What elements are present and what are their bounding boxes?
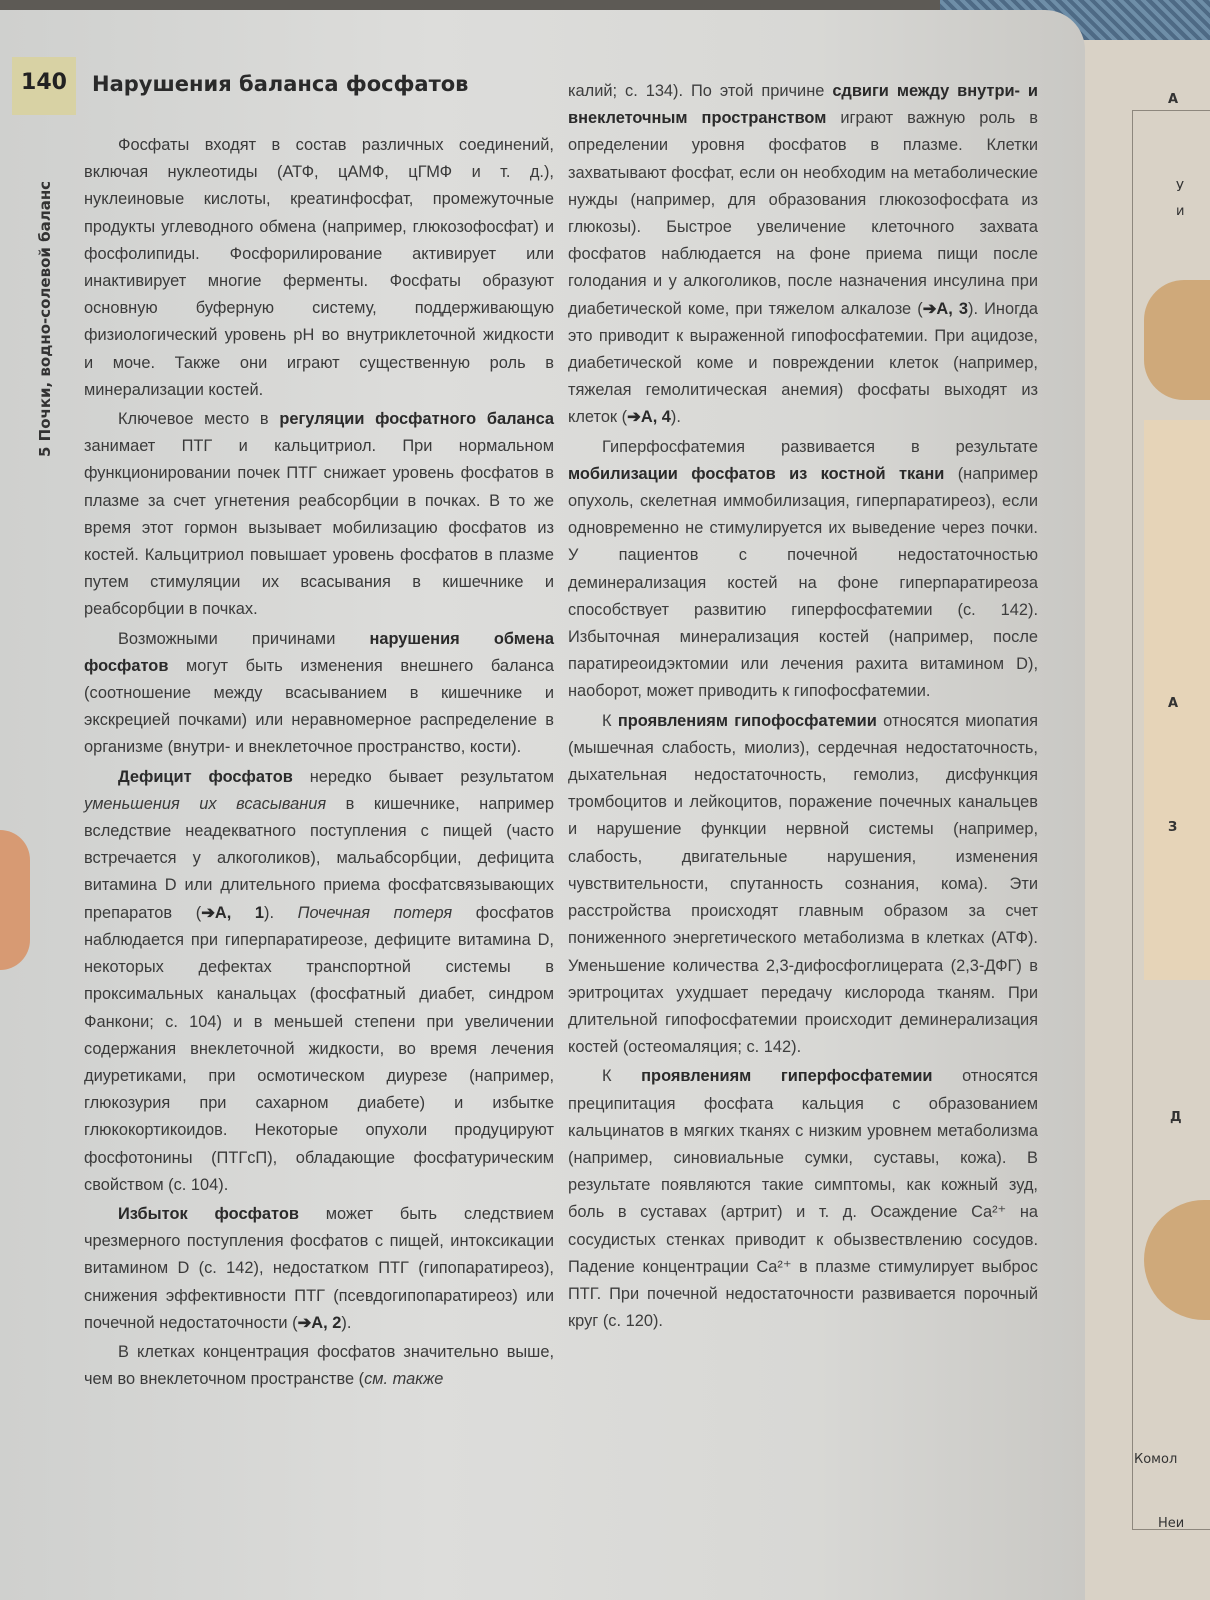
paragraph: Избыток фосфатов может быть следствием чрезмерного поступления фосфатов с пищей, интоксикации витамином D (с. 142), недостатком ПТГ (гипопаратиреоз), снижения эффективности ПТГ (псевдогипопаратиреоз) или почечной недостаточности (➔А, 2). (84, 1204, 554, 1332)
facing-page-text: А (1168, 696, 1179, 711)
facing-page-text: и (1176, 204, 1185, 219)
paragraph: калий; с. 134). По этой причине сдвиги между внутри- и внеклеточным пространством играют важную роль в определении уровня фосфатов в плазме. Клетки захватывают фосфат, если он необходим на метаболические нужды (например, для образования глюкозофосфата из глюкозы). Быстрое увеличение клеточного захвата фосфатов наблюдается на фоне приема пищи после голодания и у алкоголиков, после назначения инсулина при диабетической коме, при тяжелом алкалозе (➔А, 3). Иногда это приводит к выраженной гипофосфатемии. При ацидозе, диабетической коме и повреждении клеток (например, тяжелая гемолитическая анемия) фосфаты выходят из клеток (➔А, 4). (568, 82, 1039, 427)
page-number: 140 (21, 70, 67, 95)
book-page (0, 10, 1085, 1600)
facing-page-text: У (1176, 180, 1184, 195)
left-column (84, 132, 554, 1395)
paragraph: В клетках концентрация фосфатов значительно выше, чем во внеклеточном пространстве (см. также (84, 1342, 554, 1389)
paragraph: Гиперфосфатемия развивается в результате мобилизации фосфатов из костной ткани (например опухоль, скелетная иммобилизация, гиперпаратиреоз), если одновременно не стимулируется их выведение через почки. У пациентов с почечной недостаточностью деминерализация костей на фоне гиперпаратиреоза способствует развитию гиперфосфатемии (с. 142). Избыточная минерализация костей (например, после паратиреоидэктомии или лечения рахита витамином D), наоборот, может приводить к гипофосфатемии. (568, 437, 1038, 701)
figure-reference: ➔А, 3 (922, 299, 969, 318)
page-title: Нарушения баланса фосфатов (92, 72, 469, 96)
figure-reference: ➔А, 1 (201, 903, 265, 922)
paragraph: К проявлениям гиперфосфатемии относятся преципитация фосфата кальция с образованием кальцинатов в мягких тканях с низким уровнем метаболизма (например, синовиальные сумки, суставы, кожа). В результате появляются такие симптомы, как кожный зуд, боль в суставах (артрит) и т. д. Осаждение Ca²⁺ на сосудистых стенках приводит к обызвествлению сосудов. Падение концентрации Ca²⁺ в плазме стимулирует выброс ПТГ. При почечной недостаточности развивается порочный круг (с. 120). (568, 1067, 1038, 1331)
section-side-label: 5 Почки, водно-солевой баланс (36, 180, 54, 457)
paragraph: Дефицит фосфатов нередко бывает результатом уменьшения их всасывания в кишечнике, например вследствие неадекватного поступления с пищей (часто встречается у алкоголиков), мальабсорбции, дефицита витамина D или длительного приема фосфатсвязывающих препаратов (➔А, 1). Почечная потеря фосфатов наблюдается при гиперпаратиреозе, дефиците витамина D, некоторых дефектах транспортной системы в проксимальных канальцах (фосфатный диабет, синдром Фанкони; с. 104) и в меньшей степени при увеличении содержания внеклеточной жидкости, во время лечения диуретиками, при осмотическом диурезе (например, глюкозурия при сахарном диабете) и избытке глюкокортикоидов. Некоторые опухоли продуцируют фосфотонины (ПТГсП), обладающие фосфатурическим свойством (с. 104). (84, 767, 554, 1194)
facing-page-illustration (1144, 280, 1210, 400)
figure-reference: ➔А, 4 (627, 408, 671, 427)
facing-page-text: Д (1170, 1110, 1182, 1125)
right-column (568, 78, 1038, 1337)
paragraph: Ключевое место в регуляции фосфатного баланса занимает ПТГ и кальцитриол. При нормальном функционировании почек ПТГ снижает уровень фосфатов в плазме за счет угнетения реабсорбции в почках. В то же время этот гормон вызывает мобилизацию фосфатов из костей. Кальцитриол повышает уровень фосфатов в плазме путем стимуляции их всасывания в кишечнике и реабсорбции в почках. (84, 410, 554, 619)
facing-page-text: А (1168, 92, 1179, 107)
thumb-finger (0, 830, 30, 970)
figure-reference: ➔А, 2 (297, 1313, 342, 1332)
paragraph: Фосфаты входят в состав различных соединений, включая нуклеотиды (АТФ, цАМФ, цГМФ и т. д.), нуклеиновые кислоты, креатинфосфат, промежуточные продукты углеводного обмена (например, глюкозофосфат) и фосфолипиды. Фосфорилирование активирует или инактивирует многие ферменты. Фосфаты образуют основную буферную систему, поддерживающую физиологический уровень pH во внутриклеточной жидкости и моче. Также они играют существенную роль в минерализации костей. (84, 136, 554, 399)
facing-page-text: Неи (1158, 1516, 1185, 1531)
paragraph: К проявлениям гипофосфатемии относятся миопатия (мышечная слабость, миолиз), сердечная недостаточность, дыхательная недостаточность, гемолиз, дисфункция тромбоцитов и лейкоцитов, поражение почечных канальцев и нарушение функции нервной системы (например, слабость, двигательные нарушения, изменения чувствительности, спутанность сознания, кома). Эти расстройства происходят главным образом за счет пониженного энергетического метаболизма в клетках (АТФ). Уменьшение количества 2,3-дифосфоглицерата (2,3-ДФГ) в эритроцитах ухудшает передачу кислорода тканям. При длительной гипофосфатемии происходит деминерализация костей (остеомаляция; с. 142). (568, 711, 1038, 1057)
facing-page-text: Комол (1134, 1452, 1178, 1467)
facing-page-text: З (1168, 820, 1178, 835)
facing-page (1080, 40, 1210, 1600)
paragraph: Возможными причинами нарушения обмена фосфатов могут быть изменения внешнего баланса (соотношение между всасыванием в кишечнике и экскрецией почками) или неравномерное распределение в организме (внутри- и внеклеточное пространство, кости). (84, 629, 555, 757)
